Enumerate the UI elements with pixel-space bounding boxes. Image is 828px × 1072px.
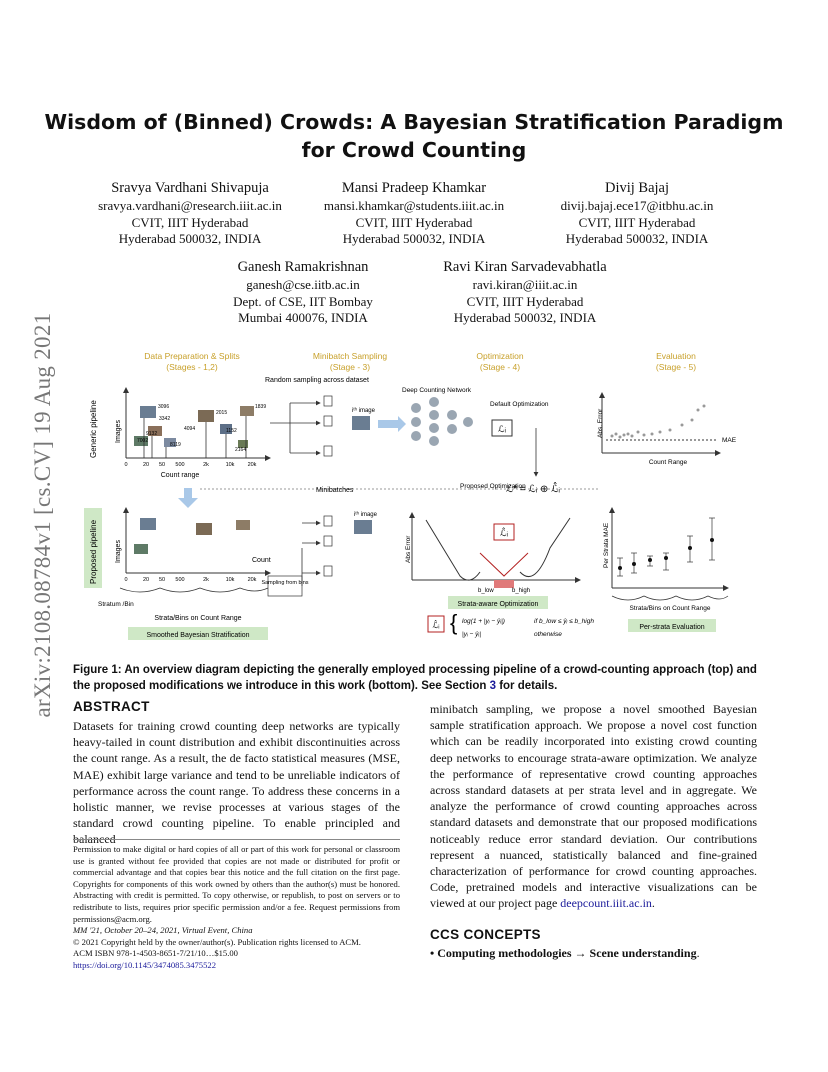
stage-2-title: Minibatch Sampling [312,351,388,361]
crowd-thumbnail [134,544,148,554]
conference-info: MM '21, October 20–24, 2021, Virtual Event, China [73,925,253,936]
images-axis-label: Images [115,540,122,563]
neural-network-icon [411,397,473,446]
author-block [415,257,635,327]
li-symbol: ℒᵢ [498,424,506,434]
doi-link[interactable]: https://doi.org/10.1145/3474085.3475522 [73,959,216,970]
ccs-text: • Computing methodologies → Scene understanding [430,946,697,960]
author-affiliation: CVIT, IIIT Hyderabad [131,214,249,230]
project-page-link[interactable]: deepcount.iiit.ac.in [560,896,652,911]
copyright-line: © 2021 Copyright held by the owner/author(s). Publication rights licensed to ACM. [73,936,361,947]
generic-pipeline-label: Generic pipeline [89,400,98,458]
author-address: Mumbai 400076, INDIA [238,310,368,325]
mae-label: MAE [722,437,737,444]
smoothed-bayesian-label: Smoothed Bayesian Stratification [146,632,250,639]
caption-end: for details. [496,680,558,692]
sampling-from-bins-label: Sampling from bins [261,580,309,586]
isbn-line: ACM ISBN 978-1-4503-8651-7/21/10…$15.00 [73,948,238,959]
author-email: ganesh@cse.iitb.ac.in [246,277,360,292]
abstract-col1: Datasets for training crowd counting deep networks are typically heavy-tailed in count distribution and exhibit discontinuities across the count range. As a result, the de facto statistical measures (MSE, MAE) exhibit large variance and tend to be unreliable indicators of performance across the count range. To address these concerns in a holistic manner, we revise processes at various stages of the standard crowd counting pipeline. To enable principled and balanced [73,719,400,847]
img-count: 2015 [216,410,228,416]
tick-label: 50 [158,462,166,468]
strata-bins-eval-label: Strata/Bins on Count Range [629,605,711,612]
crowd-thumbnail [196,523,212,535]
case-1: log(1 + |yᵢ − ŷᵢ|) [462,618,505,625]
author-email: mansi.khamkar@students.iiit.ac.in [323,198,505,213]
author-email: sravya.vardhani@research.iiit.ac.in [98,198,282,213]
stage-4-title: Evaluation [656,351,696,361]
title-line-2: for Crowd Counting [301,138,527,162]
abs-error-label: Abs. Error [597,408,604,438]
ith-image-label: iᵗʰ image [354,512,377,518]
strata-aware-plot [405,513,580,594]
stage-1-title: Data Preparation & Splits [144,351,240,361]
tick-label: 2k [203,577,209,583]
author-block [193,257,413,327]
img-count: 8119 [170,442,181,448]
tick-label: 10k [225,462,235,468]
abstract-heading: ABSTRACT [73,699,150,714]
stage-3-title: Optimization [476,351,524,361]
blue-arrow [378,416,406,432]
images-axis-label: Images [115,420,122,443]
crowd-thumbnail [236,520,250,530]
arxiv-id: arXiv:2108.08784v1 [cs.CV] 19 Aug 2021 [30,312,55,718]
case-2: |yᵢ − ŷᵢ| [462,631,481,638]
stage-3-sub: (Stage - 4) [479,362,521,372]
abs-error-label: Abs Error [405,535,412,563]
crowd-thumbnail [240,406,254,416]
ith-image-label: iᵗʰ image [352,408,375,414]
default-optimization-label: Default Optimization [490,401,549,408]
tick-label: 20 [142,577,150,583]
random-sampling-text: Random sampling across dataset [265,377,369,384]
author-name: Ganesh Ramakrishnan [237,259,369,275]
random-sampling-label [265,377,369,384]
img-count: 3096 [158,404,170,410]
figure-caption [73,662,763,694]
author-name: Ravi Kiran Sarvadevabhatla [443,259,607,275]
author-block [527,178,747,248]
author-affiliation: Dept. of CSE, IIT Bombay [233,293,373,309]
permission-footnote [73,839,400,972]
minibatches-label: Minibatches [316,487,354,494]
img-count: 7002 [137,438,149,444]
bin-highlight [494,580,514,588]
ccs-concepts [430,946,700,961]
img-count: 1152 [226,428,237,434]
ith-image-thumb [354,520,372,534]
per-strata-eval-label: Per-strata Evaluation [639,624,705,631]
author-affiliation: CVIT, IIIT Hyderabad [355,214,473,230]
author-name: Mansi Pradeep Khamkar [341,180,487,196]
author-affiliation: CVIT, IIIT Hyderabad [466,293,584,309]
title-line-1: Wisdom of (Binned) Crowds: A Bayesian Stratification Paradigm [44,110,784,134]
caption-text: Figure 1: An overview diagram depicting the generally employed processing pipeline of a crowd-counting approach (top) and the proposed modifications we introduce in this work (bottom). See Section [73,664,757,692]
tick-label: 0 [124,577,128,583]
tick-label: 20 [142,462,150,468]
tick-label: 0 [124,462,128,468]
lhat-symbol: ℒ̂ᵢ [432,621,440,630]
b-high-label: b_high [512,588,531,594]
tick-label: 500 [175,577,185,583]
author-name: Sravya Vardhani Shivapuja [111,180,269,196]
ccs-end: . [696,946,700,960]
abstract-col2-text: minibatch sampling, we propose a novel smoothed Bayesian sample stratification approach. We propose a novel cost function which can be readily incorporated into existing crowd counting deep networks to encourage strata-aware optimization. We analyze the performance of representative crowd counting approaches across standard datasets at per strata level and in aggregate. We analyze the performance of crowd counting approaches across standard datasets and demonstrate that our proposed modifications noticeably reduce error standard deviation. Our contributions represent a nuanced, statistically balanced and fine-grained characterization of performance for crowd counting approaches. Code, pretrained models and interactive visualizations can be viewed at our project page [430,702,757,911]
img-count: 3342 [159,416,171,422]
count-label: Count [252,557,271,564]
case-1-cond: if b_low ≤ ŷᵢ ≤ b_high [534,618,594,625]
tick-label: 10k [225,577,235,583]
caption-section-link[interactable]: 3 [489,680,496,692]
b-low-label: b_low [478,588,494,594]
down-arrow [178,488,198,508]
deep-counting-network-label: Deep Counting Network [402,387,472,394]
abstract-col2 [430,701,757,912]
tick-label: 500 [175,462,185,468]
strata-bins-label: Strata/Bins on Count Range [154,615,242,622]
brace: { [450,610,458,635]
author-address: Hyderabad 500032, INDIA [118,231,262,246]
loss-equation: ℒ* = ℒᵢ ⊕ ℒ̂ᵢ [506,484,560,495]
count-range-label: Count range [160,472,200,479]
arxiv-stamp [8,280,55,760]
img-count: 9132 [146,431,158,437]
paper-title [0,108,828,164]
tick-label: 20k [247,462,257,468]
proposed-optimization-label: Proposed Optimization [460,483,526,490]
author-email: divij.bajaj.ece17@itbhu.ac.in [560,198,714,213]
stage-1-sub: (Stages - 1,2) [166,362,218,372]
stage-2-sub: (Stage - 3) [329,362,371,372]
top-histogram [115,388,270,479]
crowd-thumbnail [140,518,156,530]
author-affiliation: CVIT, IIIT Hyderabad [578,214,696,230]
tick-label: 50 [158,577,166,583]
img-count: 2164 [235,447,247,453]
crowd-thumbnail [198,410,214,422]
top-eval-plot [597,393,737,466]
strata-aware-label: Strata-aware Optimization [457,601,539,608]
author-address: Hyderabad 500032, INDIA [565,231,709,246]
count-range-eval-label: Count Range [648,459,688,466]
author-block [80,178,300,248]
lhat-symbol: ℒ̂ᵢ [500,528,508,538]
author-block [304,178,524,248]
ccs-heading: CCS CONCEPTS [430,927,541,942]
per-strata-mae-label: Per Strata MAE [603,522,610,568]
author-email: ravi.kiran@iiit.ac.in [472,277,578,292]
crowd-thumbnail [140,406,156,418]
sampling-from-bins-box [268,576,302,596]
author-address: Hyderabad 500032, INDIA [342,231,486,246]
per-strata-plot [603,508,728,612]
img-count: 1839 [255,404,267,410]
tick-label: 20k [247,577,257,583]
ith-image-thumb [352,416,370,430]
permission-text: Permission to make digital or hard copies of all or part of this work for personal or classroom use is granted without fee provided that copies are not made or distributed for profit or commercial advantage and that copies bear this notice and the full citation on the first page. Copyrights for components of this work owned by others than the author(s) must be honored. Abstracting with credit is permitted. To copy otherwise, or republish, to post on servers or to redistribute to lists, requires prior specific permission and/or a fee. Request permissions from permissions@acm.org. [73,844,400,924]
abstract-col2-end: . [651,896,655,911]
overview-figure [80,348,760,648]
proposed-pipeline-label: Proposed pipeline [89,519,98,584]
stratum-bin-label: Stratum /Bin [98,601,134,608]
author-address: Hyderabad 500032, INDIA [453,310,597,325]
stage-4-sub: (Stage - 5) [655,362,697,372]
case-2-cond: otherwise [534,631,562,638]
img-count: 4094 [184,426,196,432]
tick-label: 2k [203,462,209,468]
author-name: Divij Bajaj [604,180,670,196]
bottom-histogram [98,508,271,640]
